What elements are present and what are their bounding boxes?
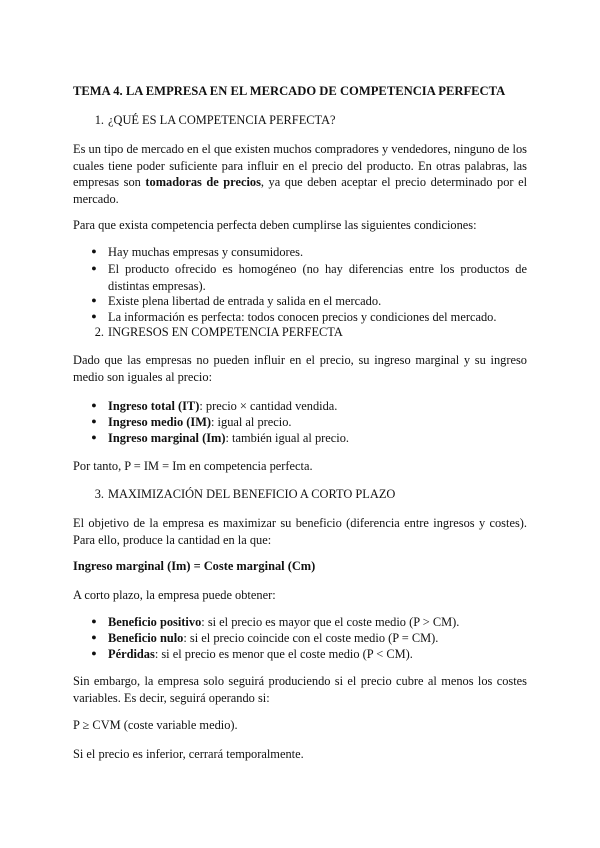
s3-paragraph-3: Sin embargo, la empresa solo seguirá produciendo si el precio cubre al menos los costes variables. Es decir, seguirá operando si:: [73, 674, 527, 705]
bullet-icon: ●: [91, 400, 97, 410]
s3-bullet-3-term: Pérdidas: [108, 647, 155, 661]
s1-bullet-2: El producto ofrecido es homogéneo (no hay diferencias entre los productos de distintas empresas).: [108, 262, 527, 293]
section-2-number: 2.: [94, 325, 104, 339]
s1-paragraph-2: Para que exista competencia perfecta deben cumplirse las siguientes condiciones:: [73, 218, 477, 232]
s3-paragraph-1: El objetivo de la empresa es maximizar su beneficio (diferencia entre ingresos y costes). Para ello, produce la cantidad en la que:: [73, 516, 527, 547]
s3-paragraph-2: A corto plazo, la empresa puede obtener:: [73, 588, 276, 602]
bullet-icon: ●: [91, 432, 97, 442]
s3-paragraph-5: Si el precio es inferior, cerrará temporalmente.: [73, 747, 304, 761]
s2-bullet-1-term: Ingreso total (IT): [108, 399, 200, 413]
s1-p1-text-a: Es un tipo de mercado en el que existen muchos compradores y vendedores, ninguno de los cuales tiene poder suficiente para influir en el precio del producto. En otras palabras, las empresas son: [73, 142, 527, 189]
bullet-icon: ●: [91, 632, 97, 642]
s3-bullet-1-term: Beneficio positivo: [108, 615, 202, 629]
section-3-number: 3.: [94, 487, 104, 501]
s3-formula: Ingreso marginal (Im) = Coste marginal (Cm): [73, 559, 316, 573]
s2-bullet-3-term: Ingreso marginal (Im): [108, 431, 226, 445]
s3-paragraph-4: P ≥ CVM (coste variable medio).: [73, 718, 238, 732]
s2-bullet-3: [108, 430, 527, 447]
document-title: TEMA 4. LA EMPRESA EN EL MERCADO DE COMPETENCIA PERFECTA: [73, 84, 506, 98]
s2-paragraph-2: Por tanto, P = IM = Im en competencia perfecta.: [73, 459, 313, 473]
s3-bullet-3-text: : si el precio es menor que el coste medio (P < CM).: [154, 647, 413, 661]
s2-bullet-2: [108, 414, 527, 431]
bullet-icon: ●: [91, 416, 97, 426]
s3-bullet-1-text: : si el precio es mayor que el coste medio (P > CM).: [201, 615, 460, 629]
s2-bullet-2-term: Ingreso medio (IM): [108, 415, 212, 429]
s1-bullet-3: Existe plena libertad de entrada y salida en el mercado.: [108, 294, 382, 308]
section-3-heading: MAXIMIZACIÓN DEL BENEFICIO A CORTO PLAZO: [108, 487, 396, 501]
bullet-icon: ●: [91, 648, 97, 658]
s3-bullet-3: [108, 646, 527, 663]
s1-bullet-4: La información es perfecta: todos conocen precios y condiciones del mercado.: [108, 310, 497, 324]
s3-bullet-1: [108, 614, 527, 631]
s2-bullet-1: [108, 398, 527, 415]
bullet-icon: ●: [91, 616, 97, 626]
s2-bullet-1-text: : precio × cantidad vendida.: [199, 399, 338, 413]
s2-bullet-2-text: : igual al precio.: [211, 415, 292, 429]
s1-paragraph-1: [73, 141, 527, 207]
bullet-icon: ●: [91, 295, 97, 305]
bullet-icon: ●: [91, 246, 97, 256]
s3-bullet-2-term: Beneficio nulo: [108, 631, 184, 645]
s2-bullet-3-text: : también igual al precio.: [225, 431, 350, 445]
s1-bullet-1: Hay muchas empresas y consumidores.: [108, 245, 304, 259]
s1-p1-bold: tomadoras de precios: [145, 175, 261, 189]
section-1-heading: ¿QUÉ ES LA COMPETENCIA PERFECTA?: [108, 113, 336, 127]
s1-p1-text-b: , ya que deben aceptar el precio determinado por el mercado.: [73, 175, 528, 206]
s3-bullet-2: [108, 630, 527, 647]
section-1-number: 1.: [94, 113, 104, 127]
s2-paragraph-1: Dado que las empresas no pueden influir en el precio, su ingreso marginal y su ingreso medio son iguales al precio:: [73, 353, 527, 384]
s3-bullet-2-text: : si el precio coincide con el coste medio (P = CM).: [183, 631, 439, 645]
bullet-icon: ●: [91, 263, 97, 273]
bullet-icon: ●: [91, 311, 97, 321]
section-2-heading: INGRESOS EN COMPETENCIA PERFECTA: [108, 325, 343, 339]
